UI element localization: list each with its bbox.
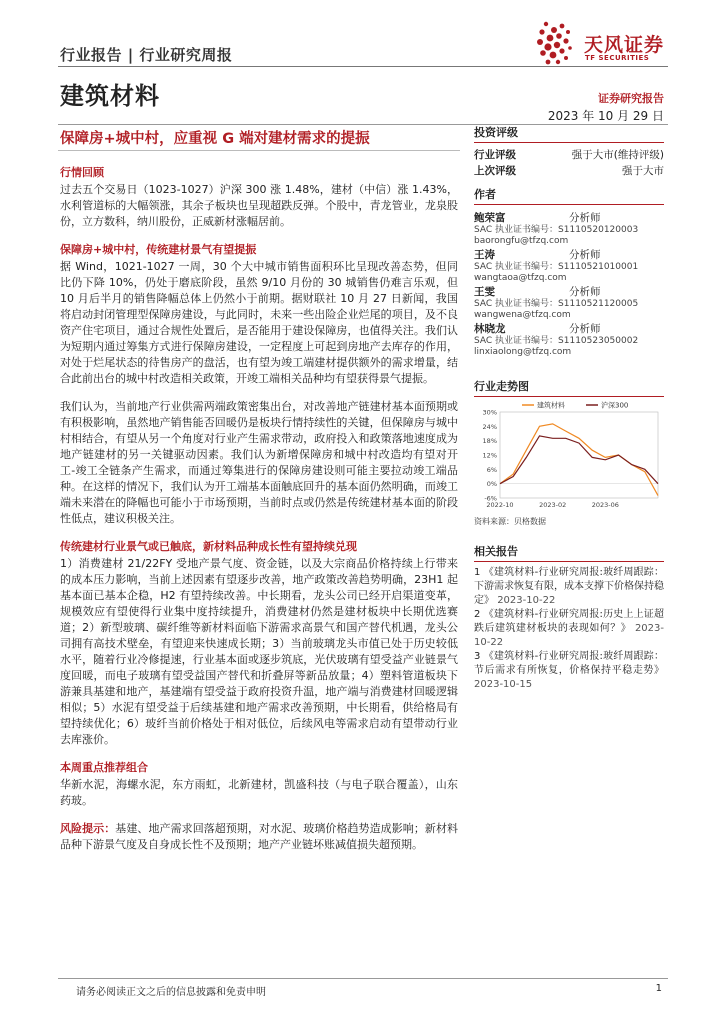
section-market-review (60, 165, 458, 230)
related-title: 1 《建筑材料-行业研究周报:玻纤周跟踪：下游需求恢复有限，成本支撑下价格保持稳定》 (474, 567, 664, 606)
section-housing (60, 242, 458, 527)
author-title: 分析师 (569, 212, 601, 224)
y-tick-label: 24% (482, 422, 497, 431)
author-name: 鲍荣富 (474, 212, 506, 224)
trend-block (474, 378, 664, 527)
company-logo-subtitle: TF SECURITIES (585, 54, 650, 62)
section-heading: 保障房+城中村，传统建材景气有望提振 (60, 243, 257, 256)
doc-type: 证券研究报告 (598, 92, 664, 105)
related-list (474, 566, 664, 692)
rating-row-industry (474, 147, 664, 163)
author-email[interactable]: wangwena@tfzq.com (474, 310, 571, 320)
rating-row-previous (474, 163, 664, 179)
paragraph: 据 Wind，1021-1027 一周，30 个大中城市销售面积环比呈现改善态势，但同比仍下降 10%，仍处于磨底阶段，虽然 9/10 月份的 30 城销售仍难言乐观，但 10 月后半月的销售降幅总体上仍然小于前期。据财联社 10 月 27 日新闻，我国将启动封闭管理型保障房建设，与此同时，未来一些出险企业烂尾的项目，及不良资产住宅项目，通过合规性处置后，是否能用于建设保障房，也值得关注。我们认为短期内通过筹集方式进行保障房建设，一定程度上可起到房地产去库存的作用，对处于烂尾状态的待售房产的盘活，也有望为竣工端建材提供额外的需求增量，结合此前出台的城中村改造相关政策，开竣工端相关品种均有望获得景气提振。 (60, 260, 458, 385)
authors-heading: 作者 (474, 186, 664, 205)
series-line-0 (500, 424, 658, 496)
rating-value: 强于大市 (622, 165, 664, 177)
legend-label: 建筑材料 (537, 401, 565, 410)
author-entry (474, 322, 664, 358)
x-tick-label: 2023-06 (591, 501, 619, 509)
related-date: 2023-10-22 (474, 623, 664, 648)
related-item[interactable] (474, 566, 664, 608)
related-item[interactable] (474, 650, 664, 692)
rating-key: 行业评级 (474, 149, 516, 161)
section-recommend (60, 760, 458, 809)
risk-label: 风险提示： (60, 822, 116, 835)
section-heading: 本周重点推荐组合 (60, 761, 148, 774)
chart-source: 资料来源：贝格数据 (474, 517, 546, 526)
author-email[interactable]: baorongfu@tfzq.com (474, 236, 569, 246)
rating-key: 上次评级 (474, 165, 516, 177)
title-underline (58, 150, 460, 151)
author-name: 林晓龙 (474, 323, 506, 335)
authors-block (474, 186, 664, 358)
trend-heading: 行业走势图 (474, 378, 664, 397)
paragraph: 过去五个交易日（1023-1027）沪深 300 涨 1.48%，建材（中信）涨 1.43%，水利管道标的大幅领涨，其余子板块也呈现超跌反弹。个股中，青龙管业，龙泉股份，立方数科，纳川股份，正威新材涨幅居前。 (60, 183, 458, 228)
related-item[interactable] (474, 608, 664, 650)
report-type: 行业报告 | 行业研究周报 (60, 46, 233, 64)
trend-chart (474, 398, 664, 516)
y-tick-label: 18% (482, 437, 497, 446)
report-title: 保障房+城中村，应重视 G 端对建材需求的提振 (60, 131, 370, 147)
section-outlook (60, 539, 458, 748)
y-tick-label: 6% (486, 465, 497, 474)
section-heading: 传统建材行业景气或已触底，新材料品种成长性有望持续兑现 (60, 540, 357, 553)
related-date: 2023-10-15 (474, 679, 533, 690)
author-name: 王雯 (474, 286, 495, 298)
author-sac: SAC 执业证书编号：S1110521120005 (474, 299, 639, 309)
rating-block (474, 124, 664, 179)
x-tick-label: 2023-02 (539, 501, 567, 509)
y-tick-label: 0% (486, 480, 497, 489)
author-title: 分析师 (569, 249, 601, 261)
paragraph: 1）消费建材 21/22FY 受地产景气度、资金链，以及大宗商品价格持续上行带来的成本压力影响，当前上述因素有望逐步改善，地产政策改善趋势明确，23H1 起基本面已基本企稳，H2 有望持续改善。中长期看，龙头公司已经开启渠道变革，规模效应有望使得行业集中度持续提升，消费建材仍然是建材板块中长期优选赛道；2）新型玻璃、碳纤维等新材料面临下游需求高景气和国产替代机遇，龙头公司拥有高技术壁垒，有望迎来快速成长期；3）当前玻璃龙头市值已处于历史较低水平，随着行业冷修提速，行业基本面或逐步筑底，光伏玻璃有望受益产业链景气度回暖，而电子玻璃有望受益国产替代和折叠屏等新品放量；4）塑料管道板块下游兼具基建和地产，基建端有望受益于政府投资升温，地产端与消费建材回暖逻辑相似；5）水泥有望受益于后续基建和地产需求改善预期，中长期看，供给格局有望持续优化；6）玻纤当前价格处于相对低位，后续风电等需求启动有望带动行业去库涨价。 (60, 557, 458, 746)
x-tick-label: 2022-10 (486, 501, 514, 509)
rating-heading: 投资评级 (474, 124, 664, 143)
section-heading: 行情回顾 (60, 166, 104, 179)
related-title: 2 《建筑材料-行业研究周报:历史上上证超跌后建筑建材板块的表现如何？》 (474, 609, 664, 634)
author-sac: SAC 执业证书编号：S1110523050002 (474, 336, 639, 346)
doc-date: 2023 年 10 月 29 日 (547, 109, 664, 123)
author-email[interactable]: wangtaoa@tfzq.com (474, 273, 567, 283)
legend-label: 沪深300 (601, 401, 629, 410)
author-entry (474, 285, 664, 321)
risk-paragraph (60, 821, 458, 853)
author-entry (474, 211, 664, 247)
risk-text: 基建、地产需求回落超预期，对水泥、玻璃价格趋势造成影响；新材料品种下游景气度及自身成长性不及预期；地产产业链坏账减值损失超预期。 (60, 822, 459, 851)
series-line-1 (500, 436, 658, 484)
rating-value: 强于大市(维持评级) (571, 149, 664, 161)
author-entry (474, 248, 664, 284)
main-body (60, 165, 458, 865)
related-heading: 相关报告 (474, 543, 664, 562)
author-name: 王涛 (474, 249, 495, 261)
y-tick-label: 12% (482, 451, 497, 460)
header-divider (58, 66, 668, 67)
paragraph: 我们认为，当前地产行业供需两端政策密集出台，对改善地产链建材基本面预期或有积极影响，虽然地产销售能否回暖仍是板块行情持续性的关键，但保障房与城中村相结合，有望从另一个角度对行业产生需求带动，政府投入和政策落地速度成为地产链建材的另一关键驱动因素。我们认为新增保障房和城中村改造均有望对开工-竣工全链条产生需求，而通过筹集进行的保障房建设则可能主要拉动竣工端品种。在这样的情况下，我们认为开工端基本面触底回升的基本面仍然明确，而竣工端未来潜在的降幅也可能小于市场预期，当前时点或仍然是传统建材基本面的阶段性低点，建议积极关注。 (60, 400, 458, 525)
company-logo-name: 天风证券 (584, 34, 665, 56)
related-title: 3 《建筑材料-行业研究周报:玻纤周跟踪：节后需求有所恢复，价格保持平稳走势》 (474, 651, 664, 676)
author-title: 分析师 (569, 286, 601, 298)
related-date: 2023-10-22 (497, 595, 556, 606)
author-email[interactable]: linxiaolong@tfzq.com (474, 347, 572, 357)
paragraph: 华新水泥，海螺水泥，东方雨虹，北新建材，凯盛科技（与电子联合覆盖），山东药玻。 (60, 778, 458, 807)
author-sac: SAC 执业证书编号：S1110521010001 (474, 262, 639, 272)
related-block (474, 543, 664, 692)
author-title: 分析师 (569, 323, 601, 335)
footer-disclaimer[interactable]: 请务必阅读正文之后的信息披露和免责申明 (76, 987, 266, 998)
footer-divider (58, 978, 668, 979)
author-sac: SAC 执业证书编号：S1110520120003 (474, 225, 639, 235)
y-tick-label: 30% (482, 408, 497, 417)
section-risk (60, 821, 458, 853)
page-number: 1 (655, 983, 662, 994)
sector-title: 建筑材料 (60, 82, 160, 110)
y-tick-label: -6% (484, 494, 497, 503)
